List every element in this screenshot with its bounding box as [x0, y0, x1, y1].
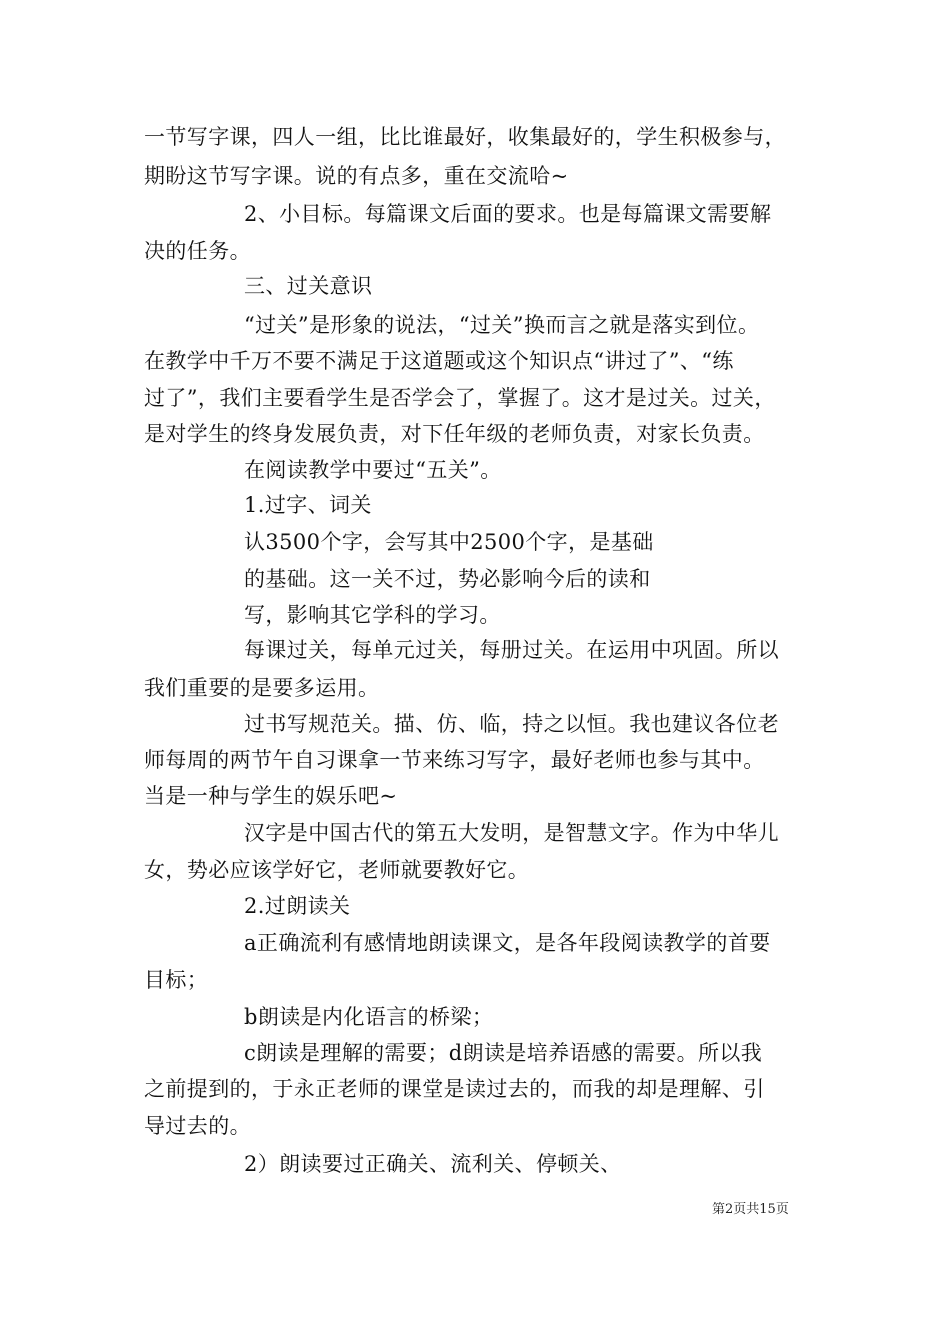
text-line: 2、小目标。每篇课文后面的要求。也是每篇课文需要解: [244, 202, 772, 226]
text-line: 2）朗读要过正确关、流利关、停顿关、: [244, 1152, 622, 1176]
text-line: 目标；: [144, 968, 209, 992]
text-line: 之前提到的，于永正老师的课堂是读过去的，而我的却是理解、引: [144, 1077, 765, 1101]
section-heading: 三、过关意识: [244, 274, 373, 298]
text-line: 是对学生的终身发展负责，对下任年级的老师负责，对家长负责。: [144, 422, 765, 446]
text-line: 写，影响其它学科的学习。: [244, 603, 501, 627]
text-line: 女，势必应该学好它，老师就要教好它。: [144, 858, 530, 882]
text-line: 一节写字课，四人一组，比比谁最好，收集最好的，学生积极参与，: [144, 125, 786, 149]
subheading: 1.过字、词关: [244, 493, 372, 517]
text-line: 过书写规范关。描、仿、临，持之以恒。我也建议各位老: [244, 712, 779, 736]
text-line: 的基础。这一关不过，势必影响今后的读和: [244, 567, 651, 591]
text-line: 导过去的。: [144, 1114, 251, 1138]
text-line: 我们重要的是要多运用。: [144, 676, 380, 700]
subheading: 2.过朗读关: [244, 894, 351, 918]
text-line: c朗读是理解的需要；d朗读是培养语感的需要。所以我: [244, 1041, 763, 1065]
text-line: 期盼这节写字课。说的有点多，重在交流哈~: [144, 164, 569, 188]
text-line: 过了”，我们主要看学生是否学会了，掌握了。这才是过关。过关，: [144, 386, 776, 410]
text-line: b朗读是内化语言的桥梁；: [244, 1005, 494, 1029]
text-line: 当是一种与学生的娱乐吧~: [144, 784, 398, 808]
page-number-footer: 第2页共15页: [712, 1202, 789, 1217]
text-line: “过关”是形象的说法，“过关”换而言之就是落实到位。: [244, 313, 760, 337]
text-line: a正确流利有感情地朗读课文，是各年段阅读教学的首要: [244, 931, 771, 955]
text-line: 在阅读教学中要过“五关”。: [244, 458, 502, 482]
text-line: 汉字是中国古代的第五大发明，是智慧文字。作为中华儿: [244, 821, 779, 845]
text-line: 每课过关，每单元过关，每册过关。在运用中巩固。所以: [244, 638, 779, 662]
text-line: 师每周的两节午自习课拿一节来练习写字，最好老师也参与其中。: [144, 748, 765, 772]
text-line: 认3500个字，会写其中2500个字，是基础: [244, 530, 654, 554]
text-line: 在教学中千万不要不满足于这道题或这个知识点“讲过了”、“练: [144, 349, 734, 373]
text-line: 决的任务。: [144, 239, 251, 263]
